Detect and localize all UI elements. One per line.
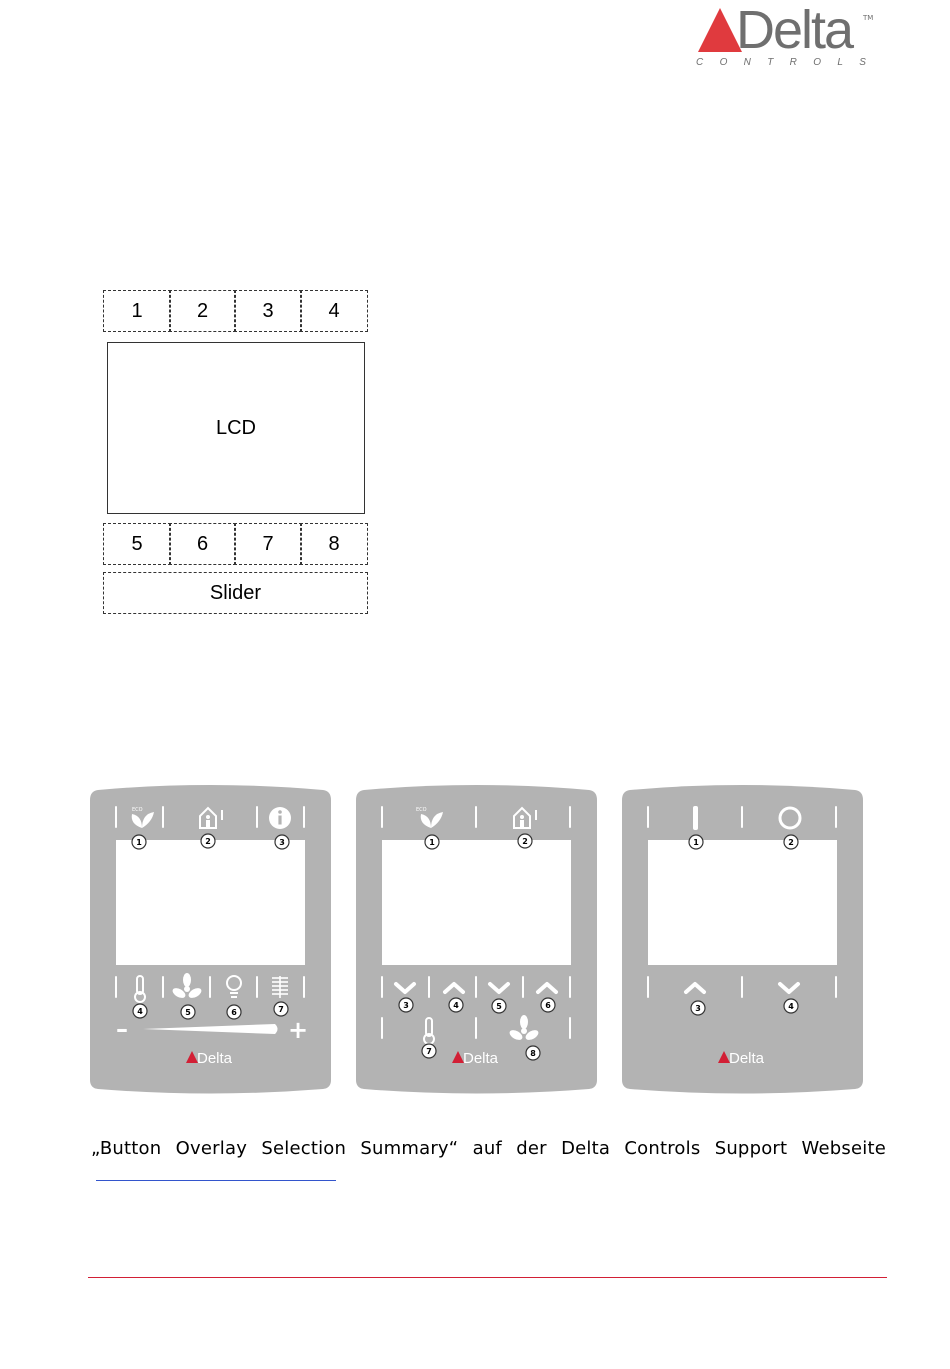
svg-text:2: 2 [205,837,211,846]
badge-3 [399,998,413,1012]
badge-5 [492,999,506,1013]
footer-rule [88,1277,887,1278]
logo-letter: R [789,57,797,68]
badge-7 [274,1002,288,1016]
support-link-underline[interactable] [96,1180,336,1181]
caption-word: Overlay [175,1137,248,1159]
svg-text:3: 3 [403,1001,409,1010]
caption-word: Webseite [801,1137,886,1159]
badge-4 [449,998,463,1012]
layout-cell-7: 7 [234,523,302,565]
caption-word: Summary“ [360,1137,459,1159]
badge-7 [422,1044,436,1058]
logo-letter: O [719,57,728,68]
badge-1 [425,835,439,849]
info-icon [269,807,291,829]
svg-text:Delta: Delta [463,1050,499,1067]
badge-3 [691,1001,705,1015]
badge-3 [275,835,289,849]
svg-text:4: 4 [453,1001,459,1010]
logo-letter: O [813,57,822,68]
button-layout-diagram [103,290,368,615]
caption-word: der [516,1137,547,1159]
badge-4 [133,1004,147,1018]
badge-1 [689,835,703,849]
lcd-area: LCD [107,342,365,514]
logo-letter: L [837,57,843,68]
button-overlay-1 [90,780,331,1096]
caption-word: Controls [624,1137,701,1159]
caption-word: „Button [91,1137,162,1159]
logo-letter: C [696,57,704,68]
logo-subtitle [696,57,866,68]
caption-word: Delta [561,1137,611,1159]
slider-minus: – [116,1015,128,1043]
layout-cell-2: 2 [169,290,236,332]
badge-6 [541,998,555,1012]
logo-trademark: TM [863,14,874,22]
overlay-caption [91,1133,886,1163]
layout-cell-8: 8 [300,523,368,565]
svg-text:6: 6 [545,1001,551,1010]
svg-text:5: 5 [185,1008,191,1017]
badge-1 [132,835,146,849]
svg-text:7: 7 [426,1047,432,1056]
badge-2 [518,834,532,848]
slider-plus: + [288,1016,309,1044]
svg-text:6: 6 [231,1008,237,1017]
svg-text:4: 4 [788,1002,794,1011]
layout-cell-1: 1 [103,290,171,332]
layout-slider: Slider [103,572,368,614]
caption-word: Support [714,1137,788,1159]
svg-text:2: 2 [788,838,794,847]
badge-8 [526,1046,540,1060]
logo-letter: T [767,57,774,68]
svg-text:1: 1 [429,838,435,847]
power-on-icon [693,806,698,830]
svg-text:Delta: Delta [197,1050,233,1067]
svg-text:Delta: Delta [729,1050,765,1067]
svg-text:5: 5 [496,1002,502,1011]
button-overlay-3 [622,780,863,1096]
svg-text:3: 3 [279,838,285,847]
layout-cell-6: 6 [169,523,236,565]
badge-5 [181,1005,195,1019]
badge-4 [784,999,798,1013]
delta-controls-logo [696,0,876,70]
caption-word: auf [472,1137,502,1159]
svg-text:8: 8 [530,1049,536,1058]
badge-6 [227,1005,241,1019]
layout-cell-4: 4 [300,290,368,332]
logo-brand-text: Delta [736,0,853,60]
svg-text:7: 7 [278,1005,284,1014]
svg-text:3: 3 [695,1004,701,1013]
caption-word: Selection [261,1137,347,1159]
svg-text:2: 2 [522,837,528,846]
logo-letter: S [859,57,866,68]
svg-text:1: 1 [136,838,142,847]
logo-letter: N [743,57,751,68]
button-overlay-2 [356,780,597,1096]
eco-text: ECO [132,807,143,813]
layout-cell-5: 5 [103,523,171,565]
eco-text: ECO [416,807,427,813]
badge-2 [784,835,798,849]
badge-2 [201,834,215,848]
svg-text:4: 4 [137,1007,143,1016]
svg-text:1: 1 [693,838,699,847]
layout-cell-3: 3 [234,290,302,332]
